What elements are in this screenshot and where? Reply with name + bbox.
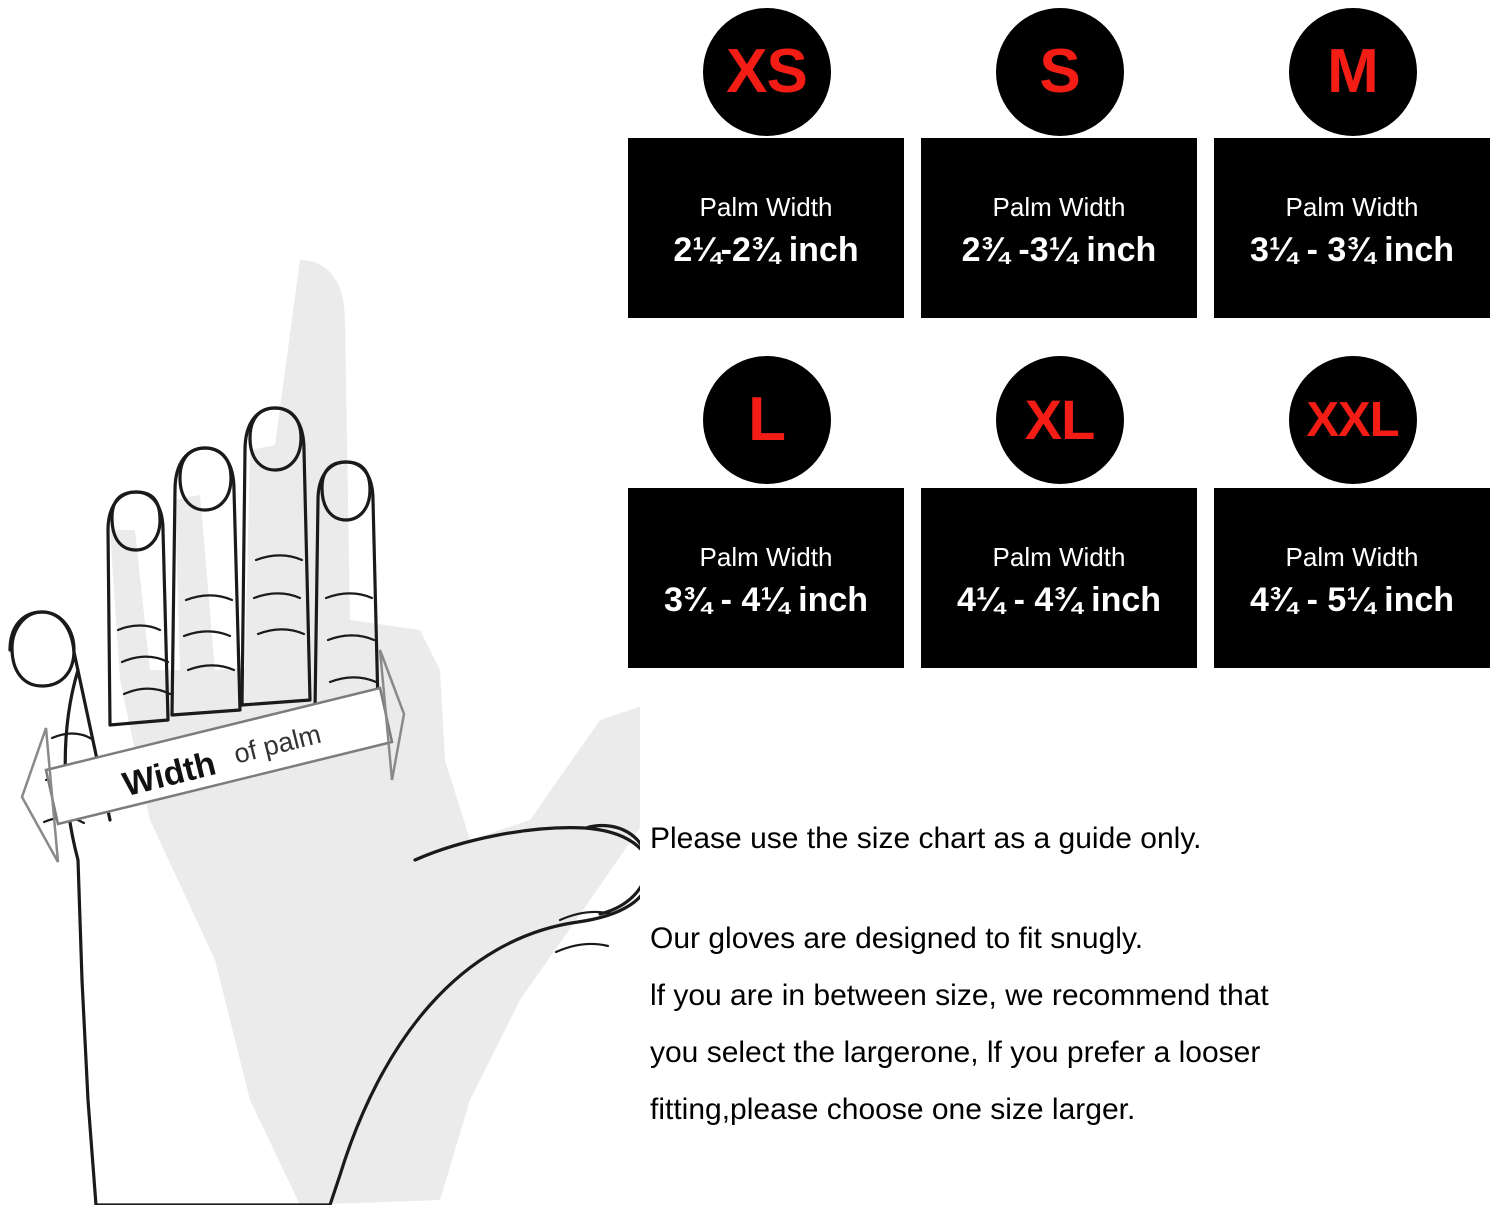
sizing-notes (650, 820, 1490, 1138)
size-badge-l (703, 356, 831, 484)
palm-width-range: 3¾ - 4¼ (663, 581, 789, 619)
size-badge-label: XL (1024, 388, 1095, 451)
palm-width-label: Palm Width (699, 542, 833, 572)
palm-width-range: 2¾ -3¼ (961, 231, 1077, 269)
hand-illustration (0, 200, 640, 1205)
size-badge-s (996, 8, 1124, 136)
palm-width-label: Palm Width (992, 192, 1126, 222)
palm-width-value (962, 231, 1157, 270)
palm-width-label: Palm Width (1285, 192, 1419, 222)
size-badge-label: XS (726, 37, 807, 106)
palm-width-label: Palm Width (699, 192, 833, 222)
palm-width-value (673, 231, 858, 270)
size-info-box-l (628, 488, 904, 668)
measure-label-bold: Width (119, 744, 220, 805)
size-badge-label: L (748, 385, 785, 454)
measure-label-light: of palm (230, 718, 325, 770)
palm-width-label: Palm Width (992, 542, 1126, 572)
size-cell-l (620, 348, 913, 688)
palm-width-unit: inch (1086, 231, 1157, 269)
note-line-3: you select the largerone, lf you prefer a looser (650, 1035, 1261, 1069)
size-row-top (620, 0, 1500, 340)
size-info-box-s (921, 138, 1197, 318)
palm-width-unit: inch (1384, 231, 1455, 269)
palm-width-unit: inch (798, 581, 869, 619)
size-badge-xs (703, 8, 831, 136)
palm-width-label: Palm Width (1285, 542, 1419, 572)
note-lead: Please use the size chart as a guide only. (650, 822, 1202, 855)
size-cell-m (1206, 0, 1499, 340)
size-info-box-xxl (1214, 488, 1490, 668)
note-line-2: lf you are in between size, we recommend that (650, 978, 1269, 1012)
palm-width-value (664, 581, 868, 620)
palm-width-range: 3¼ - 3¾ (1249, 231, 1375, 269)
palm-width-range: 2¼-2¾ (673, 231, 780, 269)
palm-width-unit: inch (1384, 581, 1455, 619)
size-badge-xl (996, 356, 1124, 484)
note-line-4: fitting,please choose one size larger. (650, 1092, 1136, 1126)
palm-width-unit: inch (1091, 581, 1162, 619)
size-info-box-m (1214, 138, 1490, 318)
palm-width-range: 4¼ - 4¾ (956, 581, 1082, 619)
size-badge-label: XXL (1306, 392, 1399, 447)
size-cell-xl (913, 348, 1206, 688)
size-cell-xxl (1206, 348, 1499, 688)
size-chart-grid (620, 0, 1500, 700)
size-badge-xxl (1289, 356, 1417, 484)
size-info-box-xl (921, 488, 1197, 668)
palm-width-unit: inch (788, 231, 859, 269)
size-cell-s (913, 0, 1206, 340)
size-row-bottom (620, 348, 1500, 688)
size-badge-label: S (1039, 37, 1080, 106)
size-info-box-xs (628, 138, 904, 318)
palm-width-range: 4¾ - 5¼ (1249, 581, 1375, 619)
palm-width-value (1250, 231, 1454, 270)
size-badge-label: M (1327, 37, 1378, 106)
size-badge-m (1289, 8, 1417, 136)
palm-width-value (1250, 581, 1454, 620)
size-cell-xs (620, 0, 913, 340)
note-line-1: Our gloves are designed to fit snugly. (650, 921, 1144, 955)
palm-width-value (957, 581, 1161, 620)
